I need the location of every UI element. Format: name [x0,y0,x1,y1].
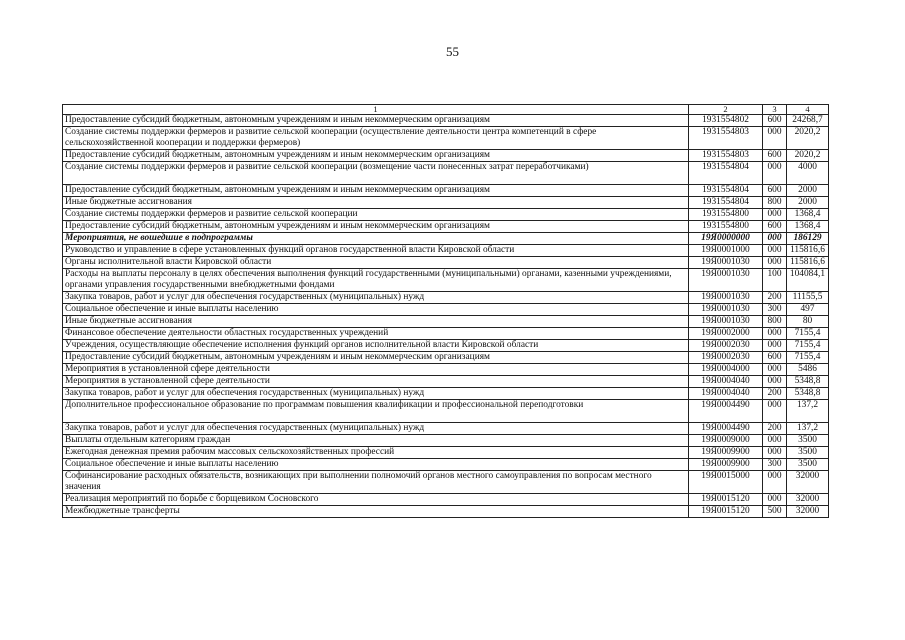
row-type-cell: 600 [763,352,787,364]
table-row [63,340,829,352]
table-row [63,388,829,400]
row-code-cell: 1931554800 [689,221,763,233]
table-row [63,459,829,471]
row-type-cell: 600 [763,221,787,233]
row-name-cell: Мероприятия в установленной сфере деятельности [63,364,689,376]
row-type-cell: 300 [763,459,787,471]
row-type-cell: 000 [763,471,787,494]
table-row [63,197,829,209]
table-row [63,376,829,388]
row-amount-cell: 32000 [787,506,829,518]
row-type-cell: 000 [763,435,787,447]
row-type-cell: 000 [763,364,787,376]
row-type-cell: 200 [763,388,787,400]
row-name-cell: Иные бюджетные ассигнования [63,197,689,209]
row-type-cell: 600 [763,185,787,197]
row-name-cell: Закупка товаров, работ и услуг для обеспечения государственных (муниципальных) нужд [63,388,689,400]
row-type-cell: 000 [763,400,787,423]
row-amount-cell: 80 [787,316,829,328]
row-code-cell: 1931554804 [689,185,763,197]
row-code-cell: 1931554802 [689,115,763,127]
row-type-cell: 200 [763,292,787,304]
row-type-cell: 000 [763,127,787,150]
row-type-cell: 300 [763,304,787,316]
row-code-cell: 19Я0015120 [689,506,763,518]
row-name-cell: Иные бюджетные ассигнования [63,316,689,328]
row-name-cell: Органы исполнительной власти Кировской области [63,257,689,269]
table-row [63,185,829,197]
row-type-cell: 000 [763,245,787,257]
row-amount-cell: 3500 [787,447,829,459]
row-amount-cell: 3500 [787,459,829,471]
row-name-cell: Создание системы поддержки фермеров и развитие сельской кооперации (осуществление деятельности центра компетенций в сфере сельскохозяйственной кооперации и поддержки фермеров) [63,127,689,150]
table-row [63,292,829,304]
row-amount-cell: 137,2 [787,400,829,423]
row-type-cell: 000 [763,257,787,269]
row-type-cell: 000 [763,233,787,245]
row-amount-cell: 5486 [787,364,829,376]
row-amount-cell: 4000 [787,162,829,185]
row-code-cell: 1931554803 [689,127,763,150]
row-code-cell: 19Я0001030 [689,292,763,304]
row-amount-cell: 7155,4 [787,340,829,352]
row-amount-cell: 2020,2 [787,150,829,162]
table-row [63,506,829,518]
row-amount-cell: 11155,5 [787,292,829,304]
row-type-cell: 800 [763,316,787,328]
row-code-cell: 19Я0004490 [689,400,763,423]
table-row [63,423,829,435]
table-row [63,447,829,459]
row-name-cell: Софинансирование расходных обязательств, возникающих при выполнении полномочий органов местного самоуправления по вопросам местного значения [63,471,689,494]
row-amount-cell: 7155,4 [787,328,829,340]
row-amount-cell: 1368,4 [787,221,829,233]
row-name-cell: Выплаты отдельным категориям граждан [63,435,689,447]
row-code-cell: 19Я0000000 [689,233,763,245]
row-name-cell: Учреждения, осуществляющие обеспечение исполнения функций органов исполнительной власти Кировской области [63,340,689,352]
row-code-cell: 19Я0001030 [689,257,763,269]
row-amount-cell: 2020,2 [787,127,829,150]
row-amount-cell: 7155,4 [787,352,829,364]
page-number: 55 [446,44,459,59]
row-type-cell: 500 [763,506,787,518]
header-col-1: 1 [63,105,689,115]
row-type-cell: 000 [763,162,787,185]
table-row [63,269,829,292]
row-name-cell: Социальное обеспечение и иные выплаты населению [63,459,689,471]
row-type-cell: 100 [763,269,787,292]
row-code-cell: 19Я0001030 [689,316,763,328]
row-code-cell: 19Я0002030 [689,352,763,364]
row-amount-cell: 186129 [787,233,829,245]
row-code-cell: 19Я0004490 [689,423,763,435]
row-type-cell: 800 [763,197,787,209]
row-amount-cell: 115816,6 [787,245,829,257]
row-name-cell: Предоставление субсидий бюджетным, автономным учреждениям и иным некоммерческим организациям [63,115,689,127]
row-code-cell: 19Я0004040 [689,388,763,400]
row-name-cell: Руководство и управление в сфере установленных функций органов государственной власти Кировской области [63,245,689,257]
row-code-cell: 19Я0002030 [689,340,763,352]
row-code-cell: 19Я0009000 [689,435,763,447]
budget-table [62,104,829,518]
header-col-2: 2 [689,105,763,115]
row-name-cell: Дополнительное профессиональное образование по программам повышения квалификации и профессиональной переподготовки [63,400,689,423]
row-name-cell: Расходы на выплаты персоналу в целях обеспечения выполнения функций государственными (муниципальными) органами, казенными учреждениями, органами управления государственными внебюджетными фондами [63,269,689,292]
table-row [63,328,829,340]
row-amount-cell: 32000 [787,494,829,506]
row-amount-cell: 137,2 [787,423,829,435]
table-row [63,221,829,233]
table-row [63,257,829,269]
row-type-cell: 000 [763,340,787,352]
row-amount-cell: 1368,4 [787,209,829,221]
row-type-cell: 600 [763,150,787,162]
row-amount-cell: 5348,8 [787,376,829,388]
table-row [63,162,829,185]
table-row [63,316,829,328]
row-name-cell: Мероприятия в установленной сфере деятельности [63,376,689,388]
row-code-cell: 1931554804 [689,162,763,185]
row-name-cell: Межбюджетные трансферты [63,506,689,518]
row-amount-cell: 497 [787,304,829,316]
row-code-cell: 19Я0001030 [689,304,763,316]
row-name-cell: Реализация мероприятий по борьбе с борщевиком Сосновского [63,494,689,506]
row-name-cell: Предоставление субсидий бюджетным, автономным учреждениям и иным некоммерческим организациям [63,150,689,162]
table-row [63,494,829,506]
table-body [63,115,829,518]
row-name-cell: Социальное обеспечение и иные выплаты населению [63,304,689,316]
row-amount-cell: 3500 [787,435,829,447]
row-name-cell: Мероприятия, не вошедшие в подпрограммы [63,233,689,245]
row-name-cell: Ежегодная денежная премия рабочим массовых сельскохозяйственных профессий [63,447,689,459]
row-code-cell: 19Я0009900 [689,447,763,459]
row-type-cell: 200 [763,423,787,435]
header-col-4: 4 [787,105,829,115]
row-amount-cell: 2000 [787,197,829,209]
table-header-row [63,105,829,115]
row-type-cell: 000 [763,328,787,340]
row-code-cell: 1931554800 [689,209,763,221]
header-col-3: 3 [763,105,787,115]
row-name-cell: Создание системы поддержки фермеров и развитие сельской кооперации (возмещение части понесенных затрат переработчиками) [63,162,689,185]
row-code-cell: 19Я0015000 [689,471,763,494]
table-row [63,209,829,221]
row-name-cell: Закупка товаров, работ и услуг для обеспечения государственных (муниципальных) нужд [63,423,689,435]
row-name-cell: Закупка товаров, работ и услуг для обеспечения государственных (муниципальных) нужд [63,292,689,304]
table-row [63,364,829,376]
table-row [63,150,829,162]
row-amount-cell: 5348,8 [787,388,829,400]
row-name-cell: Предоставление субсидий бюджетным, автономным учреждениям и иным некоммерческим организациям [63,352,689,364]
table-row [63,127,829,150]
row-code-cell: 19Я0004040 [689,376,763,388]
row-name-cell: Предоставление субсидий бюджетным, автономным учреждениям и иным некоммерческим организациям [63,221,689,233]
row-type-cell: 000 [763,447,787,459]
row-amount-cell: 32000 [787,471,829,494]
row-code-cell: 19Я0004000 [689,364,763,376]
table-row [63,245,829,257]
row-name-cell: Создание системы поддержки фермеров и развитие сельской кооперации [63,209,689,221]
table-row [63,400,829,423]
table-row [63,304,829,316]
row-amount-cell: 2000 [787,185,829,197]
row-amount-cell: 115816,6 [787,257,829,269]
row-type-cell: 000 [763,494,787,506]
row-code-cell: 19Я0002000 [689,328,763,340]
row-type-cell: 000 [763,209,787,221]
table-row [63,435,829,447]
row-type-cell: 000 [763,376,787,388]
table-row [63,233,829,245]
row-code-cell: 1931554804 [689,197,763,209]
row-code-cell: 1931554803 [689,150,763,162]
table-row [63,471,829,494]
row-name-cell: Финансовое обеспечение деятельности областных государственных учреждений [63,328,689,340]
table-row [63,115,829,127]
row-name-cell: Предоставление субсидий бюджетным, автономным учреждениям и иным некоммерческим организациям [63,185,689,197]
row-amount-cell: 104084,1 [787,269,829,292]
row-code-cell: 19Я0009900 [689,459,763,471]
row-amount-cell: 24268,7 [787,115,829,127]
row-code-cell: 19Я0015120 [689,494,763,506]
row-code-cell: 19Я0001000 [689,245,763,257]
row-type-cell: 600 [763,115,787,127]
table-row [63,352,829,364]
row-code-cell: 19Я0001030 [689,269,763,292]
